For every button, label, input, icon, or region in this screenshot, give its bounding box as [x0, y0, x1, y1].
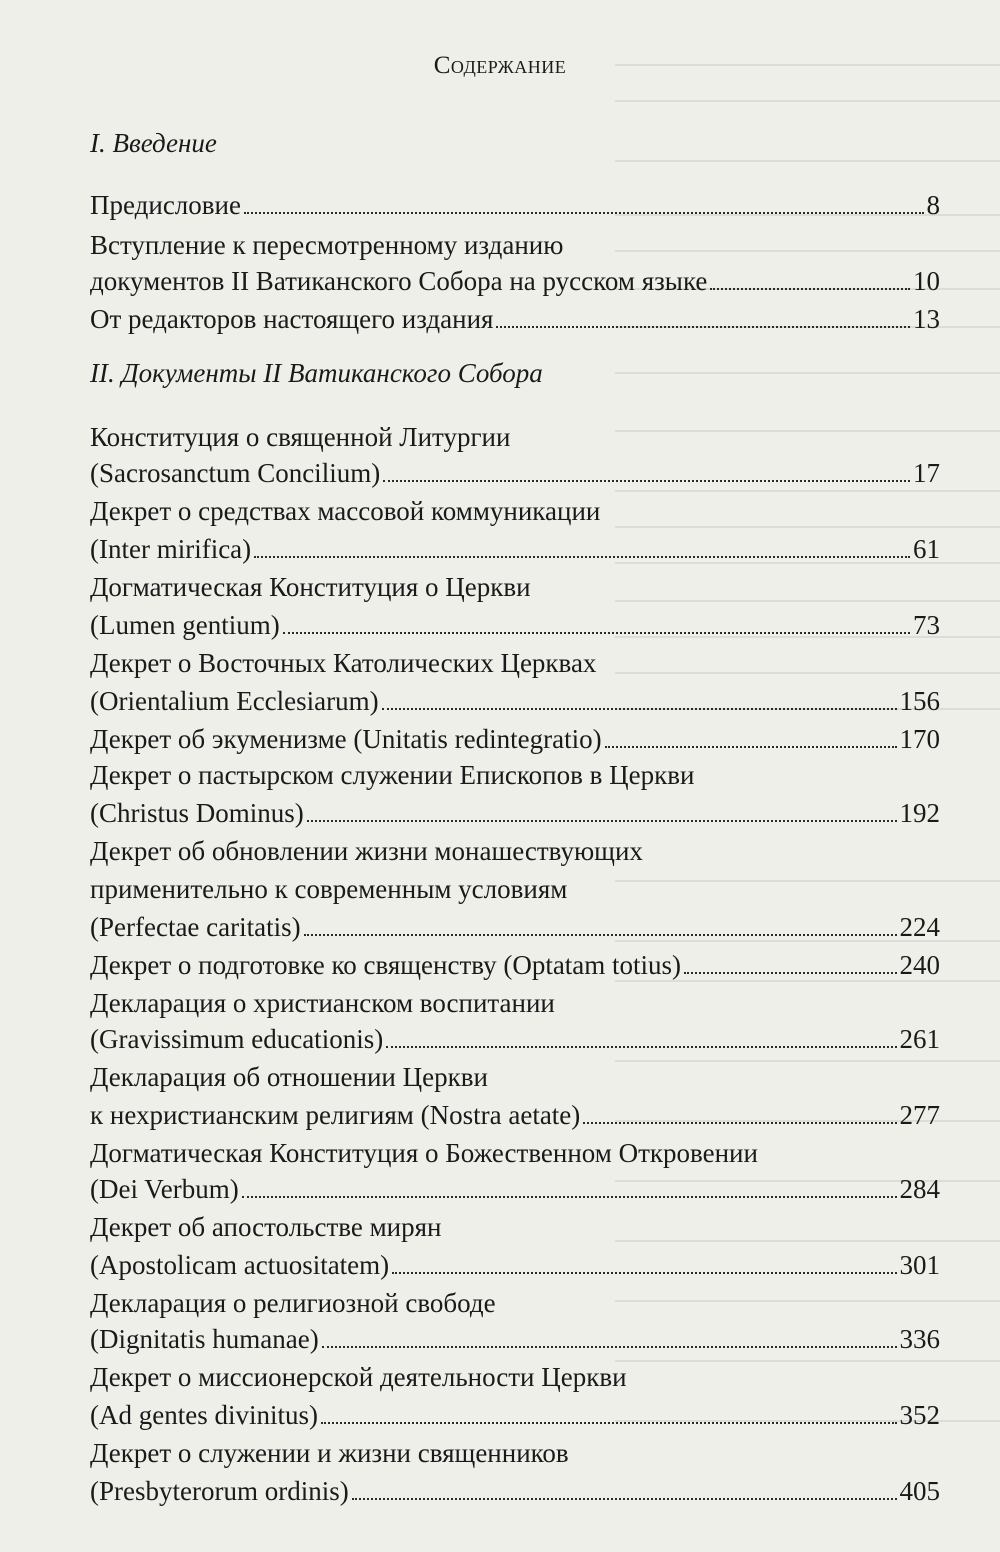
toc-entry[interactable] [90, 302, 940, 336]
dot-leader [605, 746, 897, 748]
toc-entry-title: Вступление к пересмотренному изданию [90, 230, 564, 260]
toc-entry[interactable] [90, 188, 940, 222]
section-heading: II. Документы II Ватиканского Собора [90, 358, 543, 388]
dot-leader [242, 1196, 897, 1198]
dot-leader [710, 288, 910, 290]
toc-entry[interactable] [90, 1248, 940, 1282]
toc-entry-line[interactable] [90, 646, 940, 680]
toc-entry-title: (Christus Dominus) [90, 798, 304, 828]
section-heading: I. Введение [90, 128, 217, 158]
toc-entry[interactable] [90, 608, 940, 642]
toc-entry-line[interactable] [90, 1360, 940, 1394]
dot-leader [304, 934, 897, 936]
toc-entry-title: Декрет о служении и жизни священников [90, 1438, 569, 1468]
toc-entry-line[interactable] [90, 1210, 940, 1244]
dot-leader [254, 556, 910, 558]
toc-entry-title: (Dei Verbum) [90, 1174, 239, 1204]
toc-entry-line[interactable] [90, 570, 940, 604]
page-number: 73 [913, 610, 940, 640]
dot-leader [386, 1046, 896, 1048]
toc-entry[interactable] [90, 684, 940, 718]
toc-entry-title: (Orientalium Ecclesiarum) [90, 686, 379, 716]
toc-entry-title: (Ad gentes divinitus) [90, 1400, 318, 1430]
dot-leader [684, 972, 896, 974]
toc-entry[interactable] [90, 948, 940, 982]
toc-entry[interactable] [90, 1322, 940, 1356]
dot-leader [382, 708, 897, 710]
toc-entry[interactable] [90, 264, 940, 298]
dot-leader [392, 1272, 896, 1274]
dot-leader [496, 326, 910, 328]
toc-entry-title: Декрет о средствах массовой коммуникации [90, 496, 601, 526]
page-number: 192 [899, 798, 940, 828]
toc-entry-title: Догматическая Конституция о Божественном Откровении [90, 1138, 758, 1168]
toc-entry-title: Декрет о Восточных Католических Церквах [90, 648, 597, 678]
toc-entry-line[interactable] [90, 986, 940, 1020]
toc-entry-title: Декларация о религиозной свободе [90, 1288, 496, 1318]
toc-entry[interactable] [90, 1172, 940, 1206]
toc-entry-title: применительно к современным условиям [90, 874, 568, 904]
toc-entry-line[interactable] [90, 1436, 940, 1470]
page-number: 170 [899, 724, 940, 754]
toc-entry-title: Декрет о подготовке ко священству (Optatam totius) [90, 950, 682, 980]
toc-entry-line[interactable] [90, 1060, 940, 1094]
page-number: 8 [926, 190, 940, 220]
page-number: 10 [913, 266, 940, 296]
toc-entry-line[interactable] [90, 872, 940, 906]
toc-entry[interactable] [90, 1022, 940, 1056]
toc-entry-line[interactable] [90, 228, 940, 262]
dot-leader [352, 1498, 897, 1500]
toc-entry-line[interactable] [90, 834, 940, 868]
toc-entry-line[interactable] [90, 758, 940, 792]
dot-leader [283, 632, 910, 634]
toc-entry-title: (Apostolicam actuositatem) [90, 1250, 390, 1280]
page-number: 240 [899, 950, 940, 980]
page-number: 13 [913, 304, 940, 334]
toc-entry-title: Декларация об отношении Церкви [90, 1062, 488, 1092]
toc-entry[interactable] [90, 532, 940, 566]
toc-entry[interactable] [90, 1098, 940, 1132]
toc-entry-line[interactable] [90, 1286, 940, 1320]
page-number: 17 [913, 458, 940, 488]
toc-entry-title: (Perfectae caritatis) [90, 912, 301, 942]
toc-entry-title: Догматическая Конституция о Церкви [90, 572, 531, 602]
toc-entry[interactable] [90, 1474, 940, 1508]
page-number: 352 [899, 1400, 940, 1430]
toc-entry-title: От редакторов настоящего издания [90, 304, 494, 334]
toc-entry-line[interactable] [90, 1136, 940, 1170]
page-number: 405 [899, 1476, 940, 1506]
page-number: 277 [899, 1100, 940, 1130]
dot-leader [322, 1346, 897, 1348]
toc-entry[interactable] [90, 910, 940, 944]
dot-leader [244, 212, 924, 214]
dot-leader [383, 480, 910, 482]
dot-leader [307, 820, 897, 822]
toc-entry-title: (Sacrosanctum Concilium) [90, 458, 381, 488]
toc-entry-title: Конституция о священной Литургии [90, 422, 511, 452]
toc-entry-line[interactable] [90, 420, 940, 454]
toc-entry-title: (Inter mirifica) [90, 534, 252, 564]
toc-entry-line[interactable] [90, 494, 940, 528]
toc-entry[interactable] [90, 722, 940, 756]
toc-entry-title: (Dignitatis humanae) [90, 1324, 319, 1354]
toc-entry-title: Декрет о пастырском служении Епископов в Церкви [90, 760, 695, 790]
toc-entry-title: (Gravissimum educationis) [90, 1024, 384, 1054]
toc-entry[interactable] [90, 1398, 940, 1432]
toc-entry-title: (Presbyterorum ordinis) [90, 1476, 349, 1506]
toc-entry-title: к нехристианским религиям (Nostra aetate) [90, 1100, 581, 1130]
dot-leader [321, 1422, 897, 1424]
page-number: 156 [899, 686, 940, 716]
toc-entry-title: Декрет об апостольстве мирян [90, 1212, 442, 1242]
toc-entry-title: (Lumen gentium) [90, 610, 280, 640]
page-number: 61 [913, 534, 940, 564]
toc-entry-title: Декрет об экуменизме (Unitatis redintegratio) [90, 724, 602, 754]
page-number: 284 [899, 1174, 940, 1204]
toc-entry-title: документов II Ватиканского Собора на русском языке [90, 266, 708, 296]
page-number: 301 [899, 1250, 940, 1280]
toc-entry-title: Декларация о христианском воспитании [90, 988, 555, 1018]
page-number: 336 [899, 1324, 940, 1354]
toc-entry[interactable] [90, 796, 940, 830]
page-number: 261 [899, 1024, 940, 1054]
toc-entry-title: Декрет о миссионерской деятельности Церкви [90, 1362, 627, 1392]
page-title: Содержание [433, 52, 567, 79]
toc-entry[interactable] [90, 456, 940, 490]
toc-entry-title: Декрет об обновлении жизни монашествующих [90, 836, 643, 866]
page-number: 224 [899, 912, 940, 942]
dot-leader [583, 1122, 896, 1124]
toc-entry-title: Предисловие [90, 190, 241, 220]
